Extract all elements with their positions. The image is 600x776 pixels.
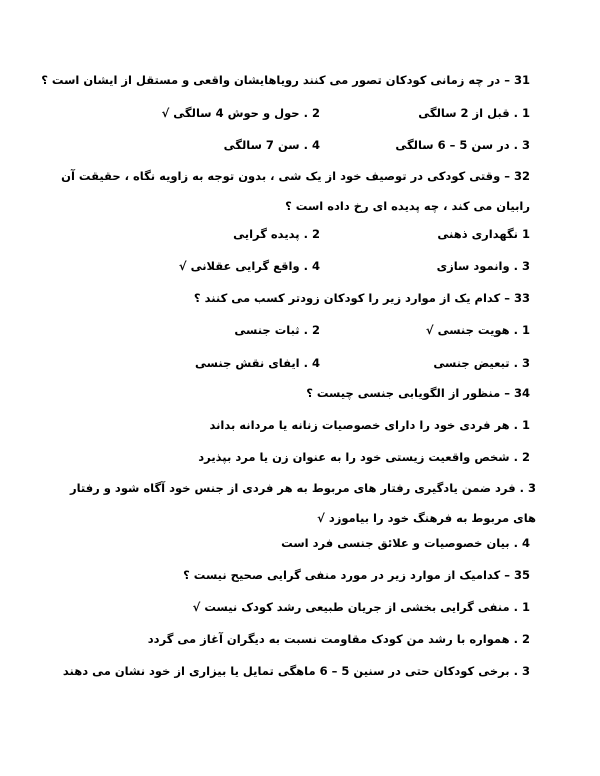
question-32-option-3: 3 . وانمود سازی	[436, 259, 530, 273]
question-35-option-3: 3 . برخی کودکان حتی در سنین 5 – 6 ماهگی تمایل یا بیزاری از خود نشان می دهند	[62, 664, 530, 678]
question-32-text: 32 – وقتی کودکی در توصیف خود از یک شی ، بدون توجه به زاویه نگاه ، حقیقت آن رابیان می کند ، چه پدیده ای رخ داده است ؟	[61, 169, 530, 213]
question-33-option-3: 3 . تبعیض جنسی	[433, 356, 530, 370]
question-34-option-1: 1 . هر فردی خود را دارای خصوصیات زنانه یا مردانه بداند	[209, 418, 530, 432]
question-32-option-1: 1 نگهداری ذهنی	[437, 227, 530, 241]
question-32-options-row-1	[60, 226, 530, 242]
question-33-text: 33 – کدام یک از موارد زیر را کودکان زودتر کسب می کنند ؟	[193, 291, 530, 305]
question-31-options-row-1	[60, 105, 530, 121]
question-35-option-2: 2 . همواره با رشد من کودک مقاومت نسبت به دیگران آغاز می گردد	[147, 632, 530, 646]
question-35-option-1: 1 . منفی گرایی بخشی از جریان طبیعی رشد کودک نیست √	[192, 600, 530, 614]
question-32-options-row-2	[60, 258, 530, 274]
question-34-option-2: 2 . شخص واقعیت زیستی خود را به عنوان زن یا مرد بپذیرد	[198, 450, 530, 464]
question-35-text: 35 – کدامیک از موارد زیر در مورد منفی گرایی صحیح نیست ؟	[183, 568, 530, 582]
question-31-option-2: 2 . حول و حوش 4 سالگی √	[161, 106, 320, 120]
question-33-options-row-1	[60, 322, 530, 338]
question-31-option-1: 1 . قبل از 2 سالگی	[418, 106, 530, 120]
question-32-option-4: 4 . واقع گرایی عقلانی √	[178, 259, 320, 273]
question-33-option-4: 4 . ایفای نقش جنسی	[195, 356, 320, 370]
question-31-option-4: 4 . سن 7 سالگی	[223, 138, 320, 152]
question-33-option-1: 1 . هویت جنسی √	[425, 323, 530, 337]
question-34-option-3: 3 . فرد ضمن یادگیری رفتار های مربوط به هر فردی از جنس خود آگاه شود و رفتار های مربوط به فرهنگ خود را بیاموزد √	[69, 481, 536, 525]
question-31-option-3: 3 . در سن 5 – 6 سالگی	[395, 138, 530, 152]
question-33-option-2: 2 . ثبات جنسی	[234, 323, 320, 337]
question-34-option-4: 4 . بیان خصوصیات و علائق جنسی فرد است	[281, 536, 530, 550]
question-33-options-row-2	[60, 355, 530, 371]
question-31-text: 31 – در چه زمانی کودکان تصور می کنند رویاهایشان واقعی و مستقل از ایشان است ؟	[41, 73, 530, 87]
question-31-options-row-2	[60, 137, 530, 153]
question-34-text: 34 – منظور از الگویابی جنسی چیست ؟	[306, 386, 530, 400]
question-32-option-2: 2 . پدیده گرایی	[233, 227, 320, 241]
